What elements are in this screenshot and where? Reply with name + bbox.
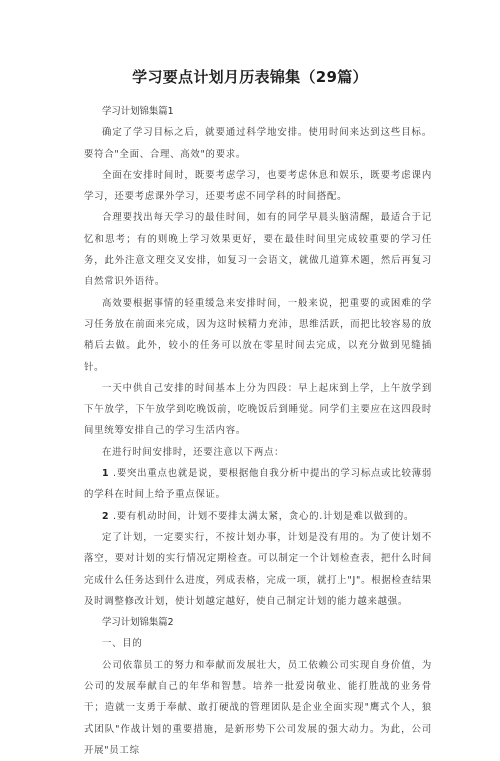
paragraph: 高效要根据事情的轻重缓急来安排时间，一般来说，把重要的或困难的学习任务放在前面来完成，因为这时候精力充沛，思维活跃，而把比较容易的放稍后去做。此外，较小的任务可以放在零星时间去完成，以充分做到见缝插针。 <box>84 297 432 373</box>
document-title: 学习要点计划月历表锦集（29篇） <box>132 68 368 86</box>
paragraph: 一天中供自己安排的时间基本上分为四段：早上起床到上学，上午放学到下午放学，下午放学到吃晚饭前，吃晚饭后到睡觉。同学们主要应在这四段时间里统筹安排自己的学习生活内容。 <box>84 382 432 437</box>
paragraph: 合理要找出每天学习的最佳时间，如有的同学早晨头脑清醒，最适合于记忆和思考；有的则晚上学习效果更好，要在最佳时间里完成较重要的学习任务，此外注意文理交叉安排，如复习一会语文，就做几道算术题，然后再复习自然常识外语待。 <box>84 212 432 288</box>
paragraph: 全面在安排时间时，既要考虑学习，也要考虑休息和娱乐，既要考虑课内学习，还要考虑课外学习，还要考虑不同学科的时间搭配。 <box>84 169 432 203</box>
numbered-item-2 <box>84 506 432 527</box>
item-number: 2 <box>102 510 110 522</box>
numbered-item-1 <box>84 463 432 506</box>
subheading: 一、目的 <box>102 638 143 650</box>
section-heading-2: 学习计划锦集篇2 <box>102 617 174 629</box>
paragraph: 公司依靠员工的努力和奉献而发展壮大，员工依赖公司实现自身价值，为公司的发展奉献自己的年华和智慧。培养一批爱岗敬业、能打胜战的业务骨干；造就一支勇于奉献、敢打硬战的管理团队是企业全面实现"鹰式个人，狼式团队"作战计划的重要措施，是新形势下公司发展的强大动力。为此，公司开展"员工综 <box>84 659 432 756</box>
document-body <box>84 101 432 761</box>
item-text: .要突出重点也就是说，要根据他自我分析中提出的学习标点或比较薄弱的学科在时间上给予重点保证。 <box>84 468 432 501</box>
paragraph: 定了计划，一定要实行，不按计划办事，计划是没有用的。为了使计划不落空，要对计划的实行情况定期检查。可以制定一个计划检查表，把什么时间完成什么任务达到什么进度，列成表格，完成一项，就打上"J"。根据检查结果及时调整修改计划，使计划越定越好，使自己制定计划的能力越来越强。 <box>84 531 432 607</box>
item-text: .要有机动时间，计划不要排太满太紧，贪心的.计划是难以做到的。 <box>109 510 415 522</box>
paragraph: 确定了学习目标之后，就要通过科学地安排。使用时间来达到这些目标。要符合"全面、合理、高效"的要求。 <box>84 127 432 160</box>
paragraph: 在进行时间安排时，还要注意以下两点： <box>102 446 285 458</box>
section-heading-1: 学习计划锦集篇1 <box>102 106 174 117</box>
item-number: 1 <box>102 468 110 480</box>
